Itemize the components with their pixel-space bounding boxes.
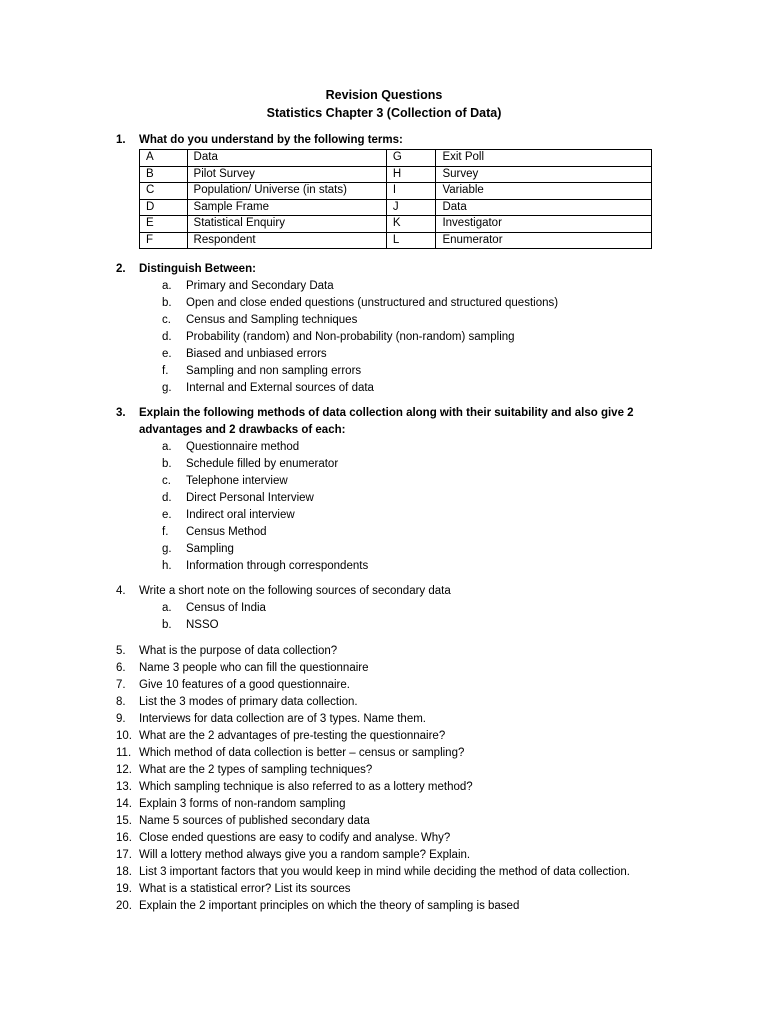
question-text: What do you understand by the following terms: bbox=[139, 134, 403, 146]
question-text: Distinguish Between: bbox=[139, 263, 256, 275]
term-letter: I bbox=[386, 183, 436, 200]
list-item bbox=[116, 643, 676, 660]
question-text: Write a short note on the following sources of secondary data bbox=[139, 585, 451, 597]
question-4 bbox=[116, 583, 676, 634]
term-letter: E bbox=[140, 216, 188, 233]
question-text: Which sampling technique is also referred to as a lottery method? bbox=[139, 781, 473, 793]
sub-item bbox=[116, 473, 676, 490]
sub-item bbox=[116, 295, 676, 312]
question-text: Will a lottery method always give you a random sample? Explain. bbox=[139, 849, 471, 861]
list-item bbox=[116, 796, 676, 813]
sub-item bbox=[116, 507, 676, 524]
question-number: 18. bbox=[116, 866, 132, 878]
term-letter: K bbox=[386, 216, 436, 233]
question-number: 7. bbox=[116, 679, 126, 691]
term-letter: B bbox=[140, 166, 188, 183]
sub-item-list bbox=[116, 278, 676, 397]
question-number: 11. bbox=[116, 747, 132, 759]
sub-item bbox=[116, 558, 676, 575]
question-text: List the 3 modes of primary data collection. bbox=[139, 696, 358, 708]
sub-item bbox=[116, 524, 676, 541]
question-number: 8. bbox=[116, 696, 126, 708]
question-text: List 3 important factors that you would keep in mind while deciding the method of data collection. bbox=[139, 866, 630, 878]
list-item bbox=[116, 660, 676, 677]
list-item bbox=[116, 881, 676, 898]
sub-item-text: Open and close ended questions (unstructured and structured questions) bbox=[186, 297, 559, 309]
list-item bbox=[116, 694, 676, 711]
sub-item bbox=[116, 363, 676, 380]
sub-item-text: Information through correspondents bbox=[186, 560, 369, 572]
document-title: Revision Questions bbox=[325, 88, 443, 102]
sub-item bbox=[116, 600, 676, 617]
sub-item-text: Schedule filled by enumerator bbox=[186, 458, 339, 470]
term-letter: J bbox=[386, 199, 436, 216]
question-2 bbox=[116, 261, 676, 397]
table-row bbox=[140, 199, 652, 216]
question-3 bbox=[116, 405, 676, 575]
term-letter: H bbox=[386, 166, 436, 183]
question-number: 13. bbox=[116, 781, 132, 793]
sub-item-text: Telephone interview bbox=[186, 475, 288, 487]
question-number: 9. bbox=[116, 713, 126, 725]
term-name: Enumerator bbox=[436, 232, 652, 249]
sub-item-text: Direct Personal Interview bbox=[186, 492, 314, 504]
sub-item bbox=[116, 541, 676, 558]
term-letter: C bbox=[140, 183, 188, 200]
sub-item-letter: a. bbox=[162, 280, 172, 292]
sub-item-letter: d. bbox=[162, 492, 172, 504]
sub-item bbox=[116, 439, 676, 456]
term-letter: D bbox=[140, 199, 188, 216]
table-row bbox=[140, 216, 652, 233]
sub-item-letter: b. bbox=[162, 297, 172, 309]
sub-item bbox=[116, 490, 676, 507]
term-name: Exit Poll bbox=[436, 150, 652, 167]
sub-item-list bbox=[116, 439, 676, 575]
table-row bbox=[140, 232, 652, 249]
sub-item-letter: b. bbox=[162, 458, 172, 470]
list-item bbox=[116, 813, 676, 830]
document-subtitle: Statistics Chapter 3 (Collection of Data) bbox=[266, 106, 502, 120]
sub-item-text: Internal and External sources of data bbox=[186, 382, 374, 394]
sub-item bbox=[116, 312, 676, 329]
question-number: 1. bbox=[116, 134, 126, 146]
sub-item-text: Census of India bbox=[186, 602, 266, 614]
question-text: Name 5 sources of published secondary data bbox=[139, 815, 370, 827]
sub-item-text: Biased and unbiased errors bbox=[186, 348, 327, 360]
question-number: 2. bbox=[116, 263, 126, 275]
sub-item bbox=[116, 456, 676, 473]
term-letter: G bbox=[386, 150, 436, 167]
sub-item-letter: e. bbox=[162, 348, 172, 360]
list-item bbox=[116, 864, 676, 881]
question-text: Explain 3 forms of non-random sampling bbox=[139, 798, 346, 810]
list-item bbox=[116, 677, 676, 694]
list-item bbox=[116, 745, 676, 762]
question-number: 16. bbox=[116, 832, 132, 844]
sub-item-letter: c. bbox=[162, 475, 171, 487]
question-text: Give 10 features of a good questionnaire. bbox=[139, 679, 350, 691]
question-number: 17. bbox=[116, 849, 132, 861]
question-text: What are the 2 advantages of pre-testing the questionnaire? bbox=[139, 730, 446, 742]
sub-item bbox=[116, 380, 676, 397]
sub-item-text: Sampling bbox=[186, 543, 234, 555]
term-name: Population/ Universe (in stats) bbox=[187, 183, 386, 200]
term-name: Variable bbox=[436, 183, 652, 200]
list-item bbox=[116, 847, 676, 864]
question-text: What are the 2 types of sampling techniques? bbox=[139, 764, 373, 776]
table-row bbox=[140, 150, 652, 167]
term-letter: A bbox=[140, 150, 188, 167]
question-number: 4. bbox=[116, 585, 126, 597]
term-name: Data bbox=[187, 150, 386, 167]
question-text: Which method of data collection is better – census or sampling? bbox=[139, 747, 465, 759]
question-text: Close ended questions are easy to codify and analyse. Why? bbox=[139, 832, 451, 844]
sub-item bbox=[116, 346, 676, 363]
term-name: Data bbox=[436, 199, 652, 216]
question-text: Interviews for data collection are of 3 types. Name them. bbox=[139, 713, 426, 725]
sub-item bbox=[116, 617, 676, 634]
question-number: 5. bbox=[116, 645, 126, 657]
term-name: Investigator bbox=[436, 216, 652, 233]
term-name: Sample Frame bbox=[187, 199, 386, 216]
table-row bbox=[140, 166, 652, 183]
sub-item-letter: a. bbox=[162, 602, 172, 614]
list-item bbox=[116, 830, 676, 847]
sub-item-text: Indirect oral interview bbox=[186, 509, 295, 521]
question-text: Explain the following methods of data collection along with their suitability and also give 2 advantages and 2 drawbacks of each: bbox=[139, 407, 634, 436]
terms-table bbox=[139, 149, 652, 249]
term-name: Statistical Enquiry bbox=[187, 216, 386, 233]
sub-item-letter: b. bbox=[162, 619, 172, 631]
sub-item-letter: d. bbox=[162, 331, 172, 343]
question-number: 3. bbox=[116, 407, 126, 419]
sub-item-text: Census and Sampling techniques bbox=[186, 314, 358, 326]
term-name: Survey bbox=[436, 166, 652, 183]
sub-item-letter: c. bbox=[162, 314, 171, 326]
sub-item-letter: f. bbox=[162, 526, 169, 538]
list-item bbox=[116, 898, 676, 915]
term-name: Pilot Survey bbox=[187, 166, 386, 183]
sub-item-letter: a. bbox=[162, 441, 172, 453]
question-number: 12. bbox=[116, 764, 132, 776]
question-number: 6. bbox=[116, 662, 126, 674]
term-name: Respondent bbox=[187, 232, 386, 249]
sub-item-text: Sampling and non sampling errors bbox=[186, 365, 362, 377]
sub-item-text: NSSO bbox=[186, 619, 219, 631]
question-number: 10. bbox=[116, 730, 132, 742]
sub-item-letter: g. bbox=[162, 382, 172, 394]
list-item bbox=[116, 762, 676, 779]
question-text: Explain the 2 important principles on which the theory of sampling is based bbox=[139, 900, 520, 912]
sub-item-letter: h. bbox=[162, 560, 172, 572]
question-text: Name 3 people who can fill the questionnaire bbox=[139, 662, 369, 674]
list-item bbox=[116, 711, 676, 728]
list-item bbox=[116, 728, 676, 745]
sub-item-letter: f. bbox=[162, 365, 169, 377]
sub-item-text: Probability (random) and Non-probability (non-random) sampling bbox=[186, 331, 515, 343]
question-number: 14. bbox=[116, 798, 132, 810]
question-text: What is the purpose of data collection? bbox=[139, 645, 338, 657]
list-item bbox=[116, 779, 676, 796]
sub-item bbox=[116, 329, 676, 346]
term-letter: F bbox=[140, 232, 188, 249]
question-1 bbox=[116, 132, 676, 149]
sub-item-text: Questionnaire method bbox=[186, 441, 300, 453]
table-row bbox=[140, 183, 652, 200]
question-text: What is a statistical error? List its sources bbox=[139, 883, 351, 895]
question-number: 19. bbox=[116, 883, 132, 895]
question-number: 15. bbox=[116, 815, 132, 827]
sub-item-letter: e. bbox=[162, 509, 172, 521]
term-letter: L bbox=[386, 232, 436, 249]
sub-item-text: Census Method bbox=[186, 526, 267, 538]
sub-item bbox=[116, 278, 676, 295]
sub-item-list bbox=[116, 600, 676, 634]
question-list bbox=[116, 643, 676, 915]
question-number: 20. bbox=[116, 900, 132, 912]
sub-item-text: Primary and Secondary Data bbox=[186, 280, 334, 292]
sub-item-letter: g. bbox=[162, 543, 172, 555]
